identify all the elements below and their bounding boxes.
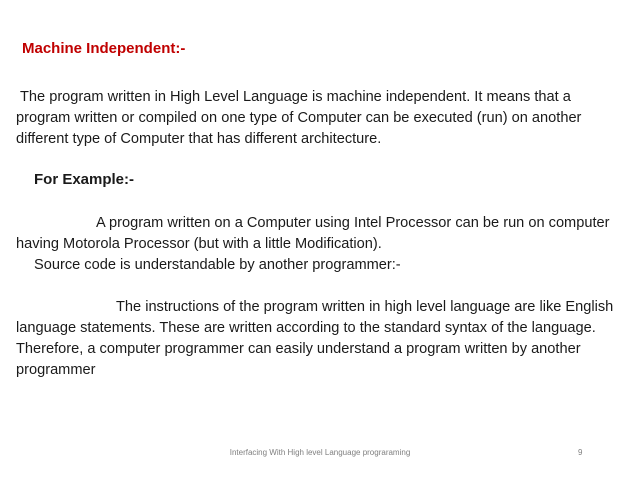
footer-title: Interfacing With High level Language prograraming xyxy=(229,448,411,457)
source-code-heading: Source code is understandable by another programmer:- xyxy=(34,257,401,273)
intro-paragraph: The program written in High Level Language is machine independent. It means that a program written or compiled on one type of Computer can be executed (run) on another different type of Computer that has different architecture. xyxy=(16,89,582,147)
section-heading: Machine Independent:- xyxy=(22,40,186,57)
example-heading: For Example:- xyxy=(34,171,135,188)
source-code-paragraph: The instructions of the program written in high level language are like English language statements. These are written according to the standard syntax of the language. Therefore, a computer programmer can easily understand a program written by another programmer xyxy=(16,299,614,378)
page-number: 9 xyxy=(578,448,583,457)
example-paragraph: A program written on a Computer using Intel Processor can be run on computer having Motorola Processor (but with a little Modification). xyxy=(16,215,610,252)
